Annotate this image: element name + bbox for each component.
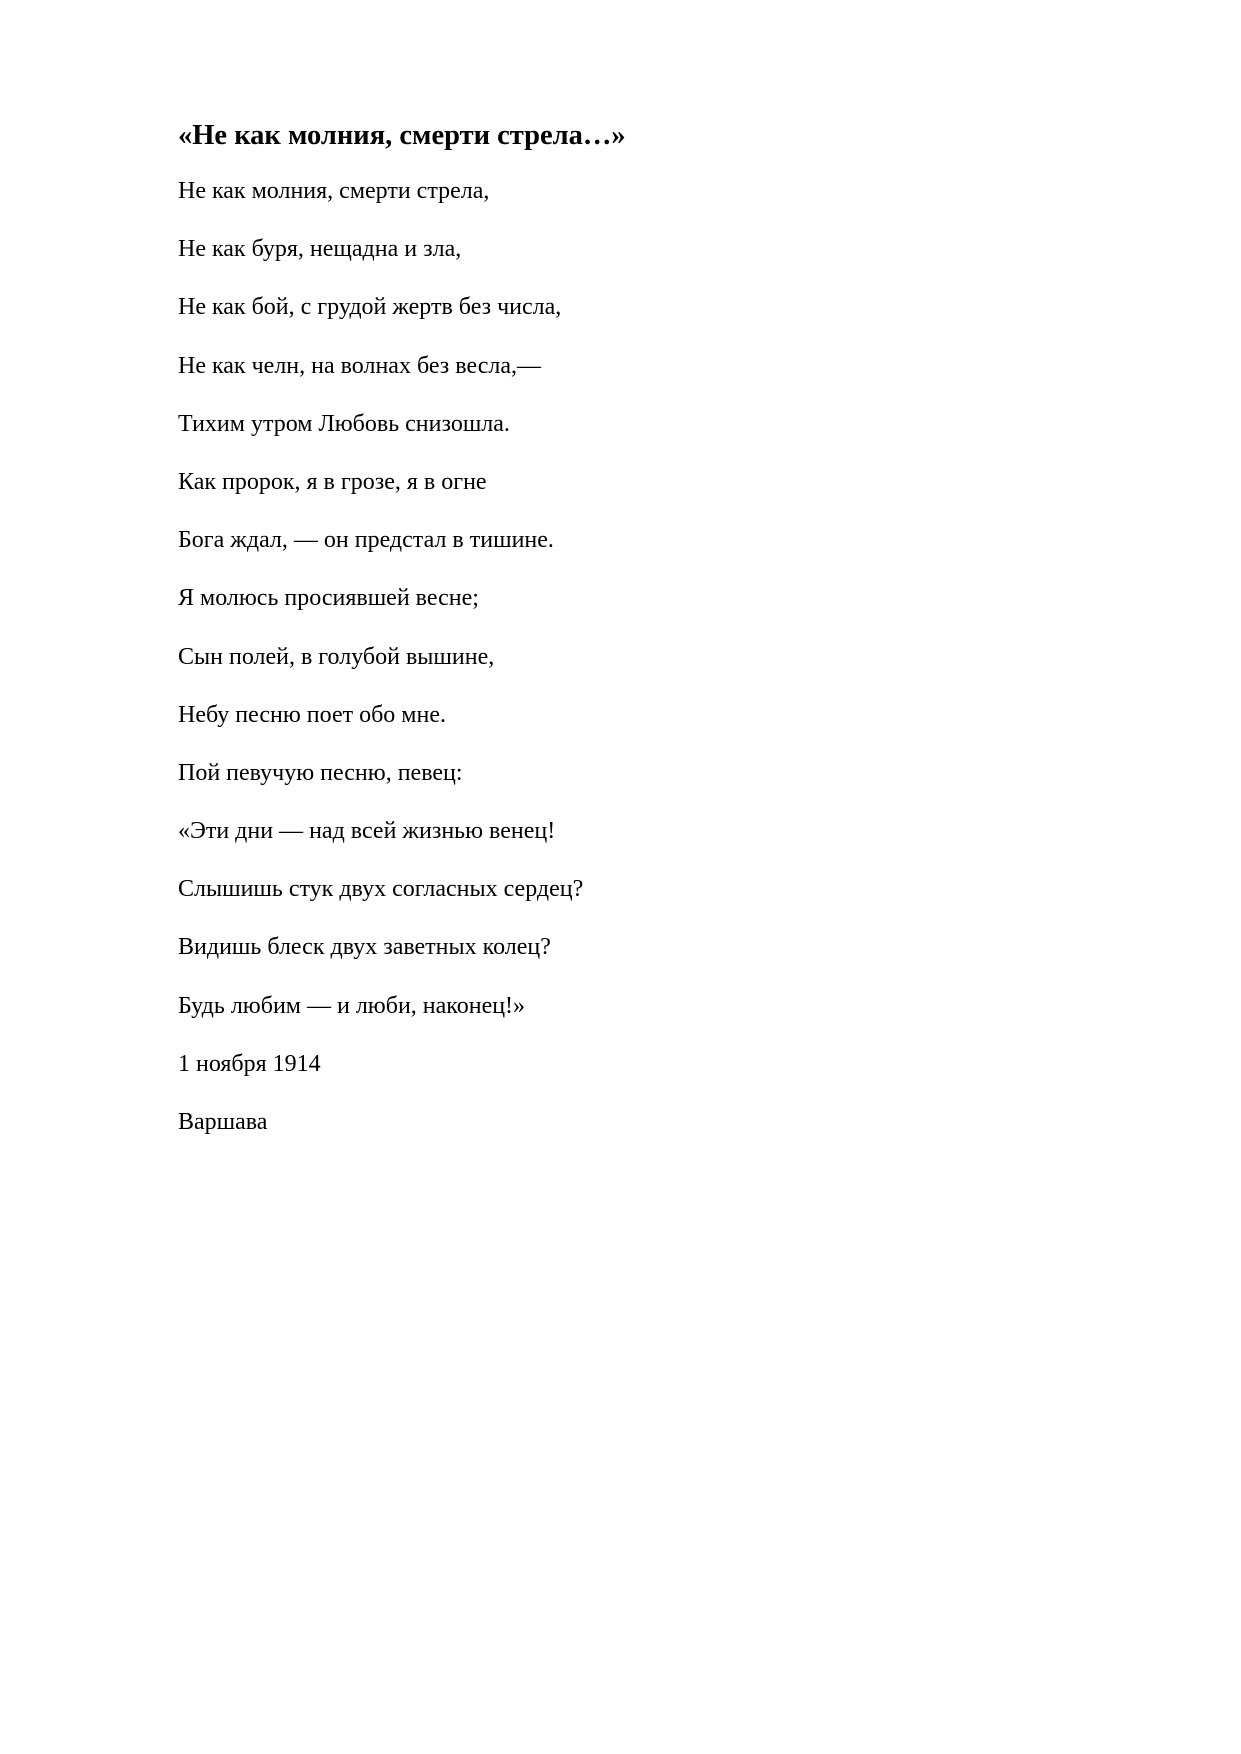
poem-line: Небу песню поет обо мне. xyxy=(178,701,446,728)
poem-line: Как пророк, я в грозе, я в огне xyxy=(178,468,487,495)
poem-line: Тихим утром Любовь снизошла. xyxy=(178,410,510,437)
poem-line: Сын полей, в голубой вышине, xyxy=(178,643,495,670)
poem-line: Я молюсь просиявшей весне; xyxy=(178,585,479,612)
poem-line: Не как челн, на волнах без весла,— xyxy=(178,352,541,379)
poem-content xyxy=(178,118,1078,1165)
poem-date: 1 ноября 1914 xyxy=(178,1050,321,1077)
poem-line: Будь любим — и люби, наконец!» xyxy=(178,992,526,1019)
poem-line: Не как буря, нещадна и зла, xyxy=(178,236,462,263)
poem-place: Варшава xyxy=(178,1109,268,1135)
poem-line: Не как молния, смерти стрела, xyxy=(178,178,490,204)
poem-title: «Не как молния, смерти стрела…» xyxy=(178,120,626,151)
poem-line: Бога ждал, — он предстал в тишине. xyxy=(178,527,554,554)
poem-lines xyxy=(178,176,1078,1137)
poem-line: Слышишь стук двух согласных сердец? xyxy=(178,876,584,903)
poem-line: Не как бой, с грудой жертв без числа, xyxy=(178,294,562,321)
poem-line: Пой певучую песню, певец: xyxy=(178,759,463,786)
poem-line: Видишь блеск двух заветных колец? xyxy=(178,934,551,961)
poem-line: «Эти дни — над всей жизнью венец! xyxy=(178,818,556,845)
